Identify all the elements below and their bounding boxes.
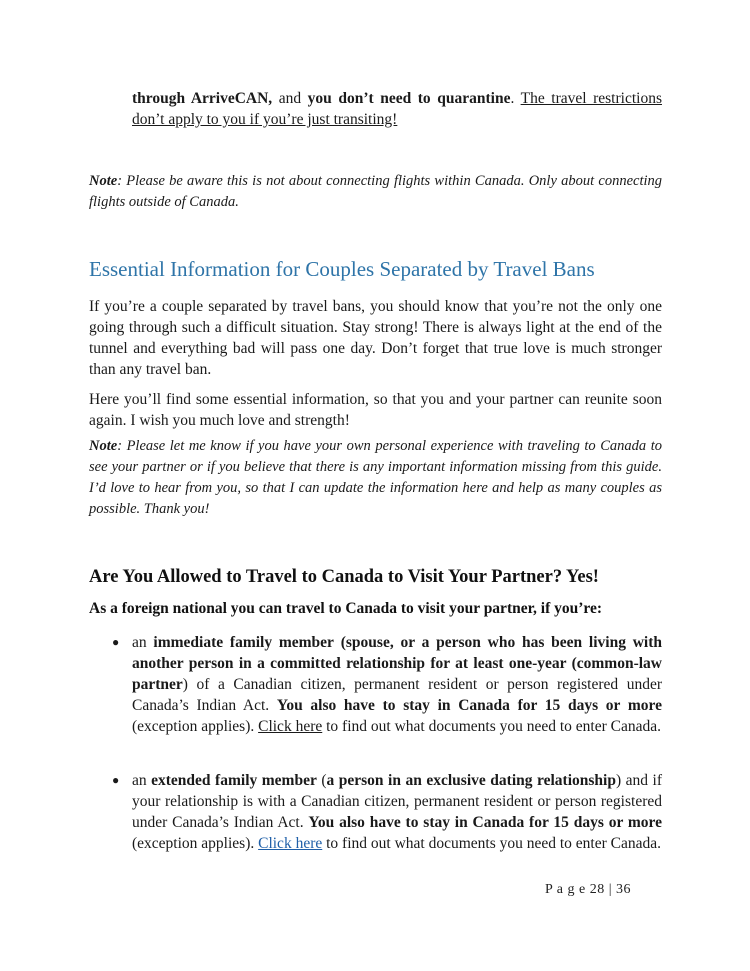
list-item-extended-family: an extended family member (a person in an exclusive dating relationship) and if your relationship is with a Canadian citizen, permanent resident or person registered under Canada’s Indian Act. You also have to stay in Canada for 15 days or more (exception applies). Click here to find out what documents you need to enter Canada. [132,772,663,852]
bullet-icon: ● [112,773,120,787]
lead-foreign-national: As a foreign national you can travel to Canada to visit your partner, if you’re: [89,600,603,617]
bullet-icon: ● [112,635,120,649]
paragraph-intro: If you’re a couple separated by travel bans, you should know that you’re not the only one going through such a difficult situation. Stay strong! There is always light at the end of the tunnel and everything bad will pass one day. Don’t forget that true love is much stronger than any travel ban. [89,298,662,378]
page-footer [545,882,631,898]
section-heading-essential-info: Essential Information for Couples Separated by Travel Bans [89,257,595,281]
page-separator: | [608,882,613,897]
note-feedback: Note: Please let me know if you have your own personal experience with traveling to Canada to see your partner or if you believe that there is any important information missing from this guide. I’d love to hear from you, so that I can update the information here and help as many couples as possible. Thank you! [89,438,662,517]
underlined-transit-note: The travel restrictions don’t apply to you if you’re just transiting! [132,90,662,128]
section-heading-allowed-to-travel: Are You Allowed to Travel to Canada to Visit Your Partner? Yes! [89,567,599,587]
paragraph-reunite: Here you’ll find some essential information, so that you and your partner can reunite soon again. I wish you much love and strength! [89,391,662,429]
note-connecting-flights: Note: Please be aware this is not about connecting flights within Canada. Only about connecting flights outside of Canada. [89,173,662,210]
click-here-link[interactable]: Click here [258,835,323,852]
click-here-link[interactable]: Click here [258,718,323,735]
page-label: P a g e [545,882,586,897]
note-label: Note [89,173,118,189]
bold-no-quarantine: you don’t need to quarantine [307,90,511,107]
page-total: 36 [616,882,632,897]
page-number: 28 [589,882,605,897]
transit-paragraph: through ArriveCAN, and you don’t need to quarantine. The travel restrictions don’t apply to you if you’re just transiting! [132,90,662,128]
note-label: Note [89,438,118,454]
bold-arrivecan: through ArriveCAN, [132,90,273,107]
list-item-immediate-family: an immediate family member (spouse, or a person who has been living with another person in a committed relationship for at least one-year (common-law partner) of a Canadian citizen, permanent resident or person registered under Canada’s Indian Act. You also have to stay in Canada for 15 days or more (exception applies). Click here to find out what documents you need to enter Canada. [132,634,663,735]
